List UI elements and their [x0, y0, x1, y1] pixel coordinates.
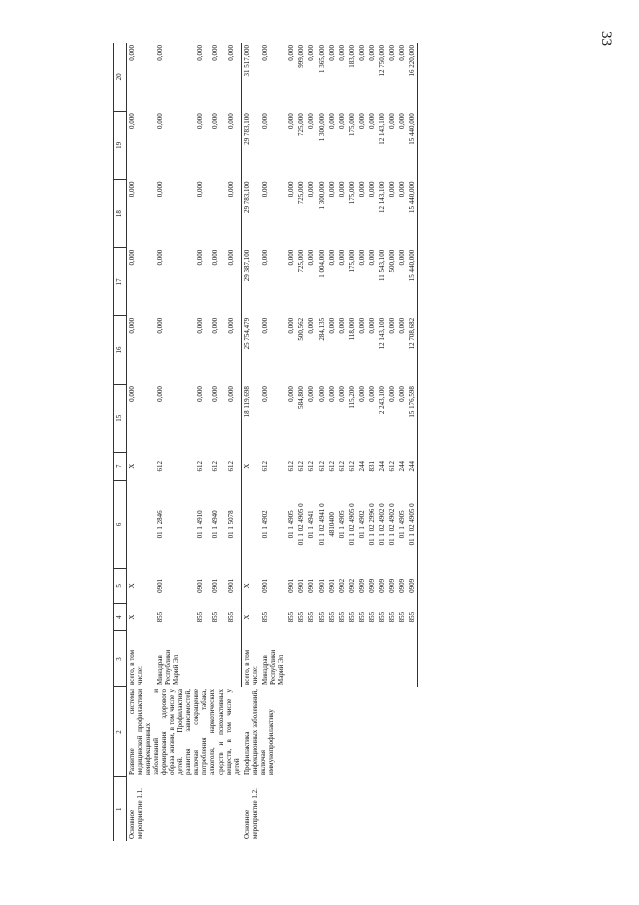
- value-cell: 25 754,479: [243, 317, 252, 350]
- value-cell: 725,000: [297, 181, 306, 205]
- value-cell: 0,000: [195, 386, 204, 402]
- value-cell: 11 543,100: [377, 249, 386, 281]
- value-cell: 0,000: [128, 249, 136, 266]
- value-cell: 175,000: [347, 249, 356, 273]
- value-cell: 0,000: [261, 317, 270, 334]
- target-article-cell: 01 1 4905: [397, 510, 406, 539]
- grbs-code-cell: 855: [407, 603, 418, 631]
- section-code-cell: X: [243, 583, 252, 589]
- table-body: [127, 43, 418, 841]
- value-cell: 0,000: [287, 45, 296, 61]
- value-cell: 0,000: [261, 45, 270, 61]
- expense-type-cell: 612: [347, 461, 356, 472]
- responsible-cell: [347, 631, 357, 687]
- section-code-cell: 0909: [367, 578, 376, 593]
- expense-type-cell: 612: [211, 461, 220, 472]
- target-article-cell: 01 1 2846: [155, 510, 164, 539]
- value-cell: 0,000: [261, 113, 270, 130]
- value-cell: 725,000: [297, 249, 306, 273]
- grbs-code-cell: 855: [377, 611, 386, 623]
- value-cell: 0,000: [307, 45, 316, 61]
- expense-type-cell: 612: [307, 461, 316, 472]
- value-cell: 12 750,000: [377, 45, 386, 77]
- value-cell: 0,000: [387, 181, 396, 198]
- grbs-code-cell: 855: [226, 603, 242, 631]
- responsible-cell: Минздрав Республики Марий Эл: [261, 649, 286, 685]
- grbs-code-cell: 855: [211, 611, 220, 623]
- target-article-cell: 01 1 4905: [337, 510, 346, 539]
- expense-type-cell: 612: [155, 461, 164, 472]
- column-number-3: 3: [114, 631, 127, 687]
- value-cell: 0,000: [367, 45, 376, 61]
- value-cell: 12 708,682: [407, 316, 418, 384]
- value-cell: 0,000: [337, 181, 346, 198]
- value-cell: 0,000: [128, 113, 136, 130]
- grbs-code-cell: 855: [347, 611, 356, 623]
- section-code-cell: 0901: [307, 578, 316, 593]
- target-article-cell: [242, 480, 261, 568]
- section-code-cell: 0901: [195, 578, 204, 593]
- value-cell: 0,000: [357, 317, 366, 334]
- activity-description: Развитие системы медицинской профилактики неинфекционных заболеваний и формирования здорового образа жизни, в том числе у детей. Профилактика развития зависимостей, включая сокращение потребления табака, алкоголя, наркотических средств и психоактивных веществ, в том числе у детей: [128, 689, 241, 775]
- value-cell: 0,000: [211, 45, 220, 61]
- value-cell: 0,000: [327, 386, 336, 402]
- responsible-cell: [286, 631, 296, 687]
- value-cell: 0,000: [211, 113, 220, 130]
- section-code-cell: 0909: [407, 569, 418, 604]
- value-cell: 183,000: [347, 45, 356, 68]
- value-cell: 0,000: [357, 113, 366, 130]
- responsible-cell: [357, 631, 367, 687]
- responsible-cell: [387, 631, 397, 687]
- value-cell: 0,000: [261, 386, 270, 402]
- column-number-6: 6: [114, 480, 127, 568]
- value-cell: 0,000: [226, 316, 242, 384]
- value-cell: 0,000: [337, 386, 346, 402]
- expense-type-cell: 244: [397, 461, 406, 472]
- value-cell: 0,000: [211, 317, 220, 334]
- target-article-cell: 01 1 4910: [195, 510, 204, 539]
- value-cell: 0,000: [226, 248, 242, 316]
- value-cell: 29 783,100: [243, 181, 252, 213]
- grbs-code-cell: 855: [287, 611, 296, 623]
- value-cell: 0,000: [155, 249, 164, 266]
- value-cell: 0,000: [367, 249, 376, 266]
- responsible-cell: [327, 631, 337, 687]
- grbs-code-cell: 855: [307, 611, 316, 623]
- value-cell: 0,000: [337, 249, 346, 266]
- value-cell: 0,000: [397, 317, 406, 334]
- value-cell: 0,000: [337, 317, 346, 334]
- value-cell: 500,000: [387, 249, 396, 273]
- value-cell: 0,000: [195, 249, 204, 266]
- target-article-cell: 01 1 4905: [287, 510, 296, 539]
- section-code-cell: 0902: [347, 578, 356, 593]
- responsible-cell: [195, 631, 210, 687]
- value-cell: 31 517,000: [243, 45, 252, 77]
- section-code-cell: 0909: [377, 578, 386, 593]
- value-cell: 0,000: [155, 317, 164, 334]
- value-cell: 0,000: [357, 181, 366, 198]
- value-cell: 0,000: [261, 181, 270, 198]
- expense-type-cell: 612: [261, 461, 270, 472]
- value-cell: 0,000: [387, 317, 396, 334]
- value-cell: 0,000: [226, 384, 242, 452]
- value-cell: 0,000: [155, 386, 164, 402]
- section-code-cell: 0901: [261, 578, 270, 593]
- column-number-5: 5: [114, 569, 127, 604]
- target-article-cell: 01 1 02 4902 0: [387, 503, 396, 546]
- target-article-cell: 01 1 02 2996 0: [367, 503, 376, 546]
- value-cell: 0,000: [397, 45, 406, 61]
- expense-type-cell: 244: [357, 461, 366, 472]
- expense-type-cell: 244: [377, 461, 386, 472]
- value-cell: 0,000: [195, 45, 204, 61]
- expense-type-cell: X: [243, 463, 252, 469]
- grbs-code-cell: 855: [367, 611, 376, 623]
- value-cell: 584,800: [297, 386, 306, 409]
- target-article-cell: 01 1 4940: [211, 510, 220, 539]
- column-number-7: 7: [114, 452, 127, 480]
- value-cell: 29 783,100: [243, 113, 252, 145]
- value-cell: 18 119,698: [243, 386, 252, 418]
- value-cell: 500,562: [297, 317, 306, 341]
- value-cell: 725,000: [297, 113, 306, 137]
- value-cell: 0,000: [327, 113, 336, 130]
- grbs-code-cell: 855: [297, 611, 306, 623]
- expense-type-cell: 612: [337, 461, 346, 472]
- target-article-cell: 01 1 5078: [226, 480, 242, 568]
- value-cell: 0,000: [195, 181, 204, 198]
- budget-table: [113, 43, 418, 841]
- column-number-17: 17: [114, 248, 127, 316]
- value-cell: 0,000: [287, 317, 296, 334]
- value-cell: 0,000: [261, 249, 270, 266]
- value-cell: 0,000: [337, 45, 346, 61]
- value-cell: 0,000: [226, 43, 242, 111]
- value-cell: 1 300,000: [317, 113, 326, 142]
- value-cell: 1 365,000: [317, 45, 326, 73]
- expense-type-cell: 244: [407, 452, 418, 480]
- grbs-code-cell: X: [243, 614, 252, 620]
- value-cell: 175,000: [347, 181, 356, 205]
- responsible-cell: [397, 631, 407, 687]
- grbs-code-cell: 855: [261, 611, 270, 623]
- responsible-cell: [377, 631, 387, 687]
- section-code-cell: X: [128, 583, 136, 589]
- section-code-cell: 0909: [387, 578, 396, 593]
- responsible-cell: [337, 631, 347, 687]
- value-cell: 0,000: [307, 317, 316, 334]
- target-article-cell: 01 1 4941: [307, 510, 316, 539]
- value-cell: 15 176,598: [407, 384, 418, 452]
- target-article-cell: 01 1 02 4905 0: [297, 503, 306, 546]
- grbs-code-cell: 855: [317, 611, 326, 623]
- value-cell: 0,000: [317, 386, 326, 402]
- responsible-cell: [296, 631, 306, 687]
- section-code-cell: 0901: [211, 578, 220, 593]
- value-cell: 0,000: [357, 386, 366, 402]
- value-cell: 0,000: [195, 113, 204, 130]
- value-cell: 0,000: [287, 113, 296, 130]
- value-cell: 0,000: [226, 111, 242, 179]
- responsible-cell: [210, 631, 225, 687]
- value-cell: 0,000: [307, 113, 316, 130]
- value-cell: 0,000: [357, 249, 366, 266]
- value-cell: 0,000: [287, 386, 296, 402]
- expense-type-cell: 612: [327, 461, 336, 472]
- value-cell: 2 243,100: [377, 386, 386, 415]
- value-cell: 29 387,100: [243, 249, 252, 282]
- grbs-code-cell: 855: [397, 611, 406, 623]
- value-cell: [210, 180, 225, 248]
- value-cell: 0,000: [327, 317, 336, 334]
- expense-type-cell: 831: [367, 461, 376, 472]
- value-cell: 12 143,100: [377, 181, 386, 213]
- responsible-cell: [317, 631, 327, 687]
- column-number-19: 19: [114, 111, 127, 179]
- value-cell: 0,000: [367, 113, 376, 130]
- value-cell: 0,000: [387, 45, 396, 61]
- value-cell: 0,000: [307, 249, 316, 266]
- value-cell: 12 143,100: [377, 113, 386, 145]
- value-cell: 115,200: [347, 386, 356, 409]
- column-number-4: 4: [114, 603, 127, 631]
- value-cell: 0,000: [397, 113, 406, 130]
- value-cell: 0,000: [287, 249, 296, 266]
- grbs-code-cell: 855: [337, 611, 346, 623]
- target-article-cell: 01 1 02 4905 0: [407, 480, 418, 568]
- value-cell: 0,000: [128, 386, 136, 402]
- section-code-cell: 0909: [357, 578, 366, 593]
- value-cell: 0,000: [307, 386, 316, 402]
- column-number-15: 15: [114, 384, 127, 452]
- column-number-20: 20: [114, 43, 127, 111]
- expense-type-cell: 612: [387, 461, 396, 472]
- value-cell: 0,000: [211, 249, 220, 266]
- value-cell: 0,000: [327, 181, 336, 198]
- value-cell: 0,000: [211, 386, 220, 402]
- responsible-cell: [306, 631, 316, 687]
- expense-type-cell: 612: [317, 461, 326, 472]
- value-cell: 284,135: [317, 317, 326, 341]
- target-article-cell: [127, 480, 155, 568]
- value-cell: 0,000: [155, 113, 164, 130]
- target-article-cell: 4810400: [327, 512, 336, 537]
- value-cell: 118,000: [347, 317, 356, 341]
- column-number-row: [114, 43, 127, 841]
- expense-type-cell: X: [128, 463, 136, 469]
- table-row: [127, 43, 155, 841]
- value-cell: 0,000: [128, 45, 136, 61]
- responsible-cell: Минздрав Республики Марий Эл: [155, 649, 180, 685]
- value-cell: 175,000: [347, 113, 356, 137]
- value-cell: 0,000: [226, 180, 242, 248]
- value-cell: 1 004,000: [317, 249, 326, 278]
- target-article-cell: 01 1 02 4905 0: [347, 503, 356, 546]
- section-code-cell: 0901: [317, 578, 326, 593]
- value-cell: 0,000: [387, 113, 396, 130]
- activity-description: Профилактика инфекционных заболеваний, включая иммунопрофилактику: [242, 689, 275, 775]
- responsible-cell: [367, 631, 377, 687]
- value-cell: 0,000: [337, 113, 346, 130]
- responsible-cell: всего, в том числе:: [128, 649, 145, 685]
- value-cell: 0,000: [287, 181, 296, 198]
- column-number-1: 1: [114, 777, 127, 841]
- main-activity-label: Основное мероприятие 1.1.: [128, 788, 145, 839]
- expense-type-cell: 612: [226, 452, 242, 480]
- value-cell: 0,000: [367, 317, 376, 334]
- section-code-cell: 0901: [226, 569, 242, 604]
- section-code-cell: 0909: [397, 578, 406, 593]
- grbs-code-cell: 855: [155, 611, 164, 623]
- value-cell: 0,000: [357, 45, 366, 61]
- expense-type-cell: 612: [297, 461, 306, 472]
- value-cell: 15 440,000: [407, 111, 418, 179]
- value-cell: 0,000: [387, 386, 396, 402]
- column-number-16: 16: [114, 316, 127, 384]
- value-cell: 0,000: [307, 181, 316, 198]
- value-cell: 0,000: [195, 317, 204, 334]
- value-cell: 0,000: [155, 45, 164, 61]
- section-code-cell: 0901: [287, 578, 296, 593]
- responsible-cell: [226, 631, 242, 687]
- value-cell: 0,000: [367, 386, 376, 402]
- grbs-code-cell: X: [128, 614, 136, 620]
- target-article-cell: 01 1 02 4941 0: [317, 503, 326, 546]
- responsible-cell: [407, 631, 418, 687]
- column-number-18: 18: [114, 180, 127, 248]
- value-cell: 999,000: [297, 45, 306, 68]
- value-cell: 15 440,000: [407, 180, 418, 248]
- value-cell: 0,000: [397, 181, 406, 198]
- target-article-cell: 01 1 4902: [261, 510, 270, 539]
- responsible-cell: всего, в том числе:: [243, 649, 260, 685]
- value-cell: 0,000: [128, 317, 136, 334]
- column-number-2: 2: [114, 687, 127, 777]
- section-code-cell: 0902: [337, 578, 346, 593]
- target-article-cell: 01 1 4902: [357, 510, 366, 539]
- value-cell: 12 143,100: [377, 317, 386, 350]
- value-cell: 0,000: [367, 181, 376, 198]
- section-code-cell: 0901: [327, 578, 336, 593]
- grbs-code-cell: 855: [357, 611, 366, 623]
- grbs-code-cell: 855: [195, 611, 204, 623]
- value-cell: 0,000: [397, 249, 406, 266]
- section-code-cell: 0901: [297, 578, 306, 593]
- value-cell: 0,000: [128, 181, 136, 198]
- grbs-code-cell: 855: [387, 611, 396, 623]
- grbs-code-cell: 855: [327, 611, 336, 623]
- value-cell: 1 300,000: [317, 181, 326, 210]
- value-cell: 16 220,000: [407, 43, 418, 111]
- value-cell: 0,000: [155, 181, 164, 198]
- value-cell: 15 440,000: [407, 248, 418, 316]
- table-row: [242, 43, 261, 841]
- value-cell: 0,000: [327, 249, 336, 266]
- section-code-cell: 0901: [155, 578, 164, 593]
- value-cell: 0,000: [397, 386, 406, 402]
- value-cell: 0,000: [327, 45, 336, 61]
- expense-type-cell: 612: [287, 461, 296, 472]
- main-activity-label: Основное мероприятие 1.2.: [242, 788, 259, 839]
- expense-type-cell: 612: [195, 461, 204, 472]
- target-article-cell: 01 1 02 4902 0: [377, 503, 386, 546]
- page-number: 33: [598, 31, 614, 46]
